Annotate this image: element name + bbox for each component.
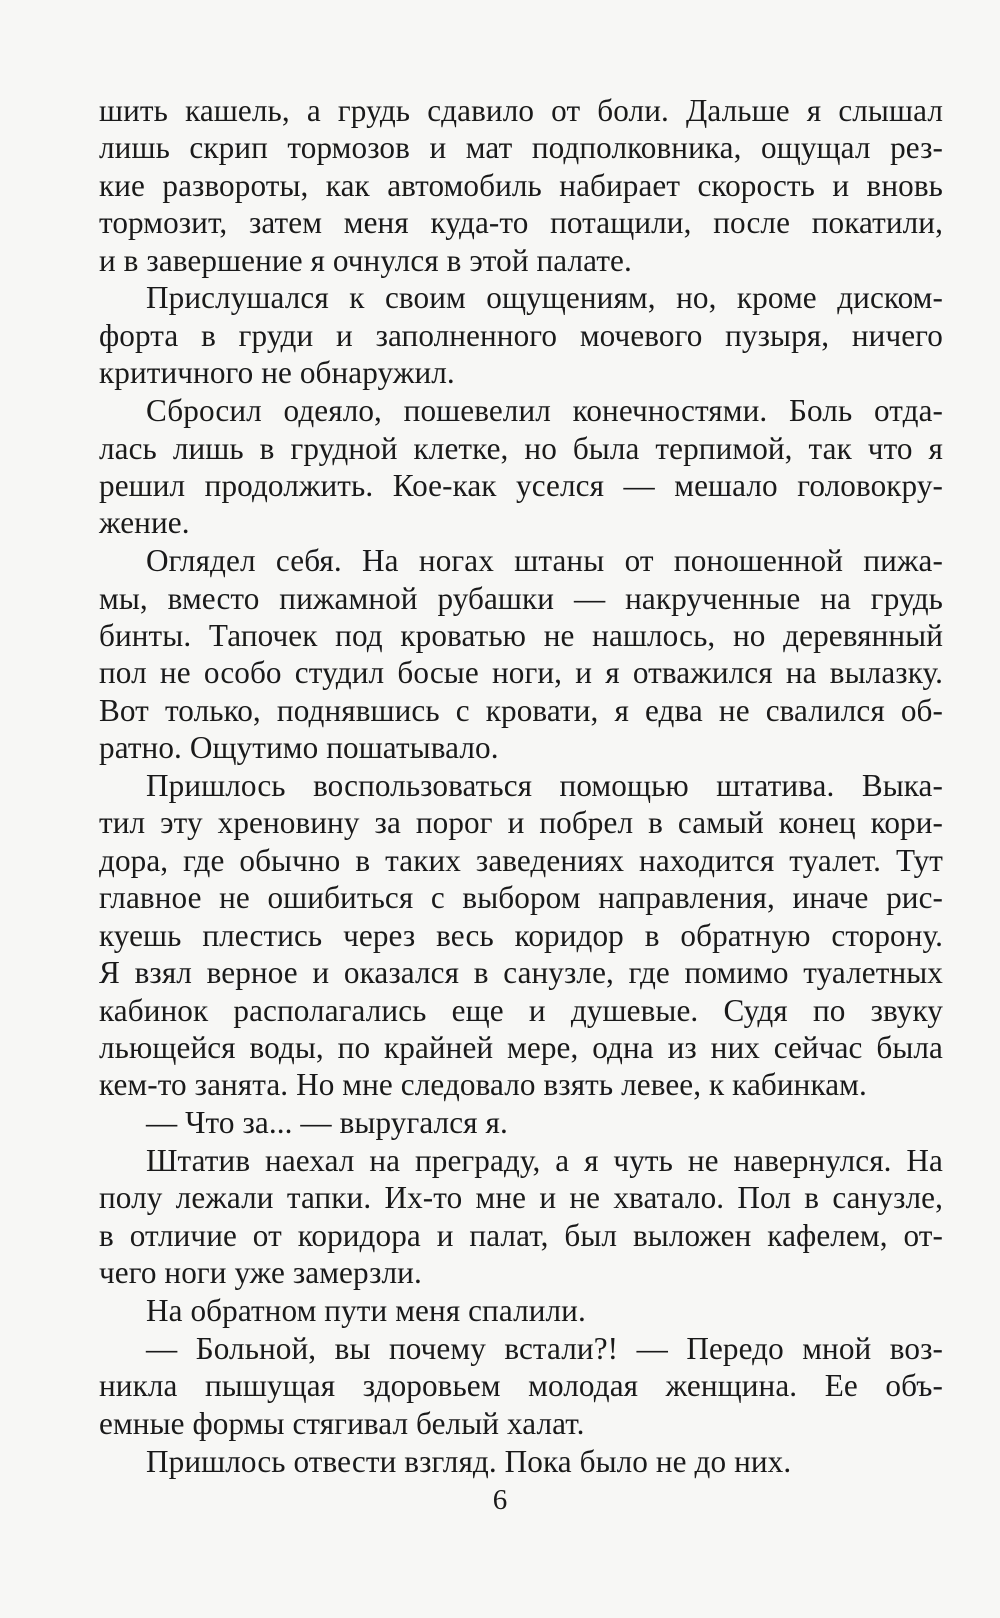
text-line: в отличие от коридора и палат, был выложен кафелем, от- xyxy=(99,1217,943,1253)
paragraph xyxy=(99,1142,943,1292)
text-line: кабинок располагались еще и душевые. Судя по звуку xyxy=(99,992,943,1028)
text-line: Вот только, поднявшись с кровати, я едва не свалился об- xyxy=(99,692,943,728)
text-line: куешь плестись через весь коридор в обратную сторону. xyxy=(99,917,943,953)
text-line: Штатив наехал на преграду, а я чуть не навернулся. На xyxy=(146,1143,943,1178)
paragraph xyxy=(99,392,943,542)
text-line: — Что за... — выругался я. xyxy=(146,1105,508,1141)
paragraph xyxy=(99,1104,943,1141)
paragraph xyxy=(99,542,943,766)
text-line: льющейся воды, по крайней мере, одна из них сейчас была xyxy=(99,1029,943,1065)
text-line: бинты. Тапочек под кроватью не нашлось, но деревянный xyxy=(99,618,943,653)
text-line: форта в груди и заполненного мочевого пузыря, ничего xyxy=(99,317,943,353)
text-line: кие развороты, как автомобиль набирает скорость и вновь xyxy=(99,167,943,203)
paragraph xyxy=(99,1443,943,1480)
paragraph xyxy=(99,279,943,391)
text-line: Оглядел себя. На ногах штаны от поношенной пижа- xyxy=(146,543,943,579)
paragraph xyxy=(99,767,943,1104)
paragraph xyxy=(99,1330,943,1442)
text-line: тормозит, затем меня куда-то потащили, после покатили, xyxy=(99,205,943,241)
text-line: главное не ошибиться с выбором направления, иначе рис- xyxy=(99,880,943,916)
text-line: Прислушался к своим ощущениям, но, кроме диском- xyxy=(146,280,943,316)
text-line: дора, где обычно в таких заведениях находится туалет. Тут xyxy=(99,842,943,878)
text-line: и в завершение я очнулся в этой палате. xyxy=(99,242,632,278)
text-line: Пришлось отвести взгляд. Пока было не до них. xyxy=(146,1443,792,1479)
text-line: полу лежали тапки. Их-то мне и не хватало. Пол в санузле, xyxy=(99,1180,943,1216)
text-line: Я взял верное и оказался в санузле, где помимо туалетных xyxy=(99,955,943,991)
text-line: емные формы стягивал белый халат. xyxy=(99,1405,585,1441)
text-line: пол не особо студил босые ноги, и я отважился на вылазку. xyxy=(99,655,943,691)
text-line: жение. xyxy=(99,505,190,541)
text-line: Пришлось воспользоваться помощью штатива. Выка- xyxy=(146,768,943,804)
text-line: шить кашель, а грудь сдавило от боли. Дальше я слышал xyxy=(99,93,943,128)
body-text xyxy=(99,92,943,1480)
text-line: тил эту хреновину за порог и побрел в самый конец кори- xyxy=(99,805,943,841)
text-line: чего ноги уже замерзли. xyxy=(99,1255,422,1291)
text-line: — Больной, вы почему встали?! — Передо мной воз- xyxy=(146,1330,943,1366)
text-line: кем-то занята. Но мне следовало взять левее, к кабинкам. xyxy=(99,1067,867,1103)
text-line: ратно. Ощутимо пошатывало. xyxy=(99,730,499,766)
text-line: Сбросил одеяло, пошевелил конечностями. Боль отда- xyxy=(146,393,943,429)
text-line: критичного не обнаружил. xyxy=(99,355,455,391)
text-line: решил продолжить. Кое-как уселся — мешало головокру- xyxy=(99,467,943,503)
paragraph xyxy=(99,1292,943,1329)
text-line: мы, вместо пижамной рубашки — накрученные на грудь xyxy=(99,580,943,616)
text-line: никла пышущая здоровьем молодая женщина. Ее объ- xyxy=(99,1368,943,1404)
text-line: На обратном пути меня спалили. xyxy=(146,1293,586,1329)
paragraph xyxy=(99,92,943,279)
page-number: 6 xyxy=(492,1484,508,1516)
text-line: лишь скрип тормозов и мат подполковника, ощущал рез- xyxy=(99,130,943,166)
text-line: лась лишь в грудной клетке, но была терпимой, так что я xyxy=(99,430,943,466)
